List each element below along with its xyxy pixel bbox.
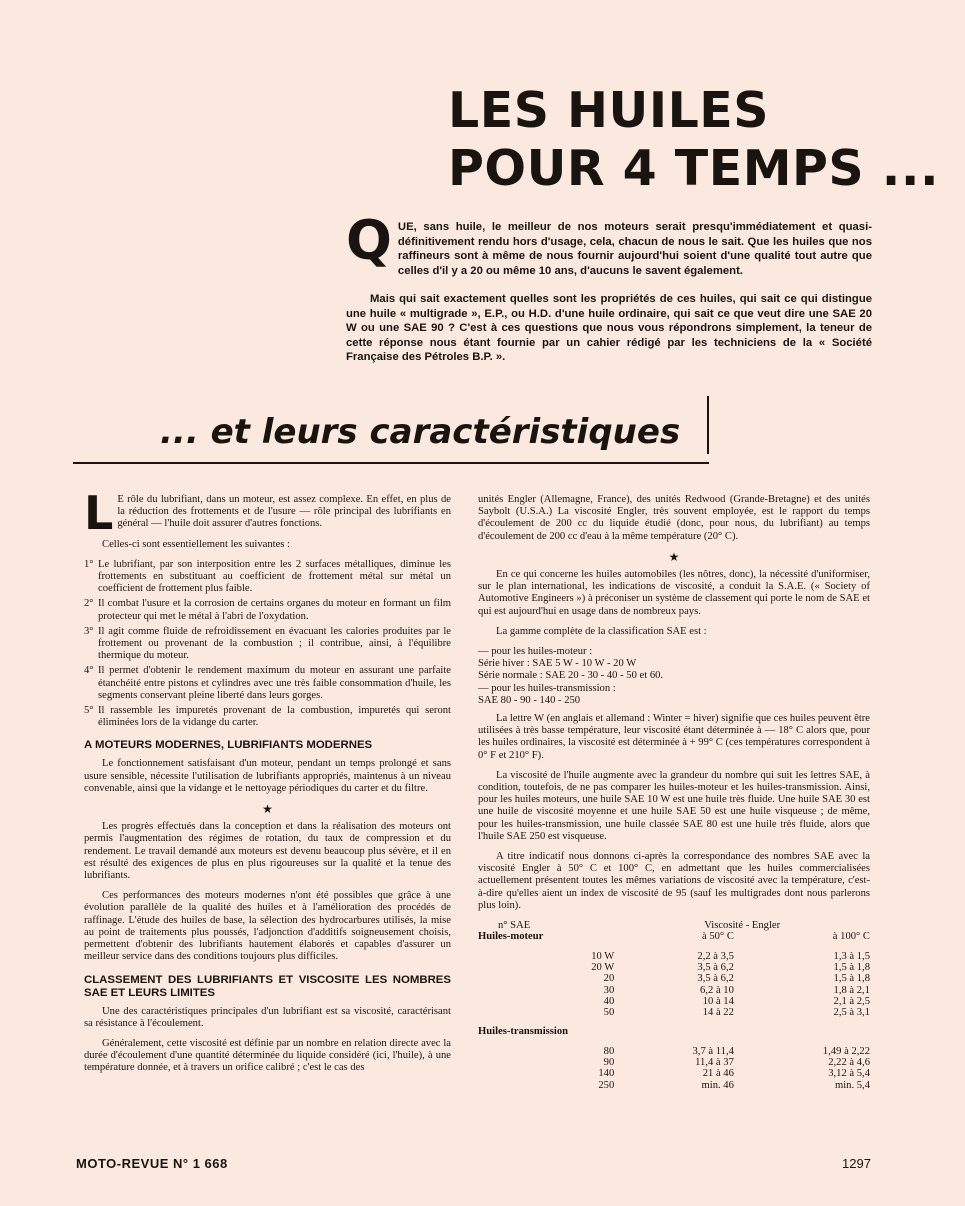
list-item: 4° Il permet d'obtenir le rendement maximum du moteur en assurant une parfaite étanchéité entre pistons et cylindres avec une très faible consommation d'huile, les segments conservant pleine liberté dans leurs gorges. xyxy=(84,665,451,701)
table-header-row xyxy=(478,931,870,942)
article-title xyxy=(448,82,940,198)
viscosity-table xyxy=(478,920,870,1091)
left-paragraph-4: Les progrès effectués dans la conception et dans la réalisation des moteurs ont permis l'augmentation des régimes de rotation, du taux de compression et du rendement. Le travail demandé aux moteurs est devenu beaucoup plus sévère, et il en est résulté des exigences de plus en plus rigoureuses sur la qualité et la tenue des lubrifiants. xyxy=(84,821,451,882)
table-section-row xyxy=(478,1026,870,1037)
table-header-sae: n° SAE xyxy=(498,920,531,932)
table-row: 140 21 à 46 3,12 à 5,4 xyxy=(598,1068,870,1080)
right-paragraph-5: La viscosité de l'huile augmente avec la grandeur du nombre qui suit les lettres SAE, à condition, toutefois, de ne pas comparer les huiles-moteur et les huiles-transmission. Ainsi, pour les huiles moteurs, une huile SAE 10 W est une huile très fluide. Une huile SAE 30 est une huile de viscosité moyenne et une huile SAE 50 est une huile visqueuse ; de même, pour les huiles-transmission, une huile classée SAE 80 est une huile très fluide, alors que l'huile SAE 250 est visqueuse. xyxy=(478,769,870,842)
sae-line: — pour les huiles-moteur : xyxy=(478,646,593,658)
separator-star: ★ xyxy=(668,549,680,564)
function-list xyxy=(84,559,451,730)
sae-range-list xyxy=(478,646,870,707)
table-row: 30 6,2 à 10 1,8 à 2,1 xyxy=(603,984,870,996)
sae-line: SAE 80 - 90 - 140 - 250 xyxy=(478,694,581,706)
table-row: 250 min. 46 min. 5,4 xyxy=(598,1079,870,1091)
left-paragraph-7: Généralement, cette viscosité est définie par un nombre en relation directe avec la durée d'écoulement d'une quantité déterminée du liquide considéré (ici, l'huile), à une température donnée, et à travers un orifice calibré ; c'est le cas des xyxy=(84,1037,451,1074)
title-line-2: POUR 4 TEMPS ... xyxy=(448,140,940,197)
left-paragraph-5: Ces performances des moteurs modernes n'ont été possibles que grâce à une évolution parallèle de la qualité des huiles et à l'amélioration des procédés de raffinage. L'étude des huiles de base, la sélection des hydrocarbures utilisés, la mise au point de traitements plus poussés, l'adjonction d'additifs soigneusement choisis, permettent d'obtenir des lubrifiants hautement élaborés et capables d'assurer un meilleur service dans des conditions toujours plus difficiles. xyxy=(84,890,451,963)
table-row: 20 3,5 à 6,2 1,5 à 1,8 xyxy=(603,973,870,985)
page-number: 1297 xyxy=(842,1156,871,1171)
drop-cap-q: Q xyxy=(346,209,392,272)
left-column xyxy=(84,486,451,1083)
drop-cap-l: L xyxy=(84,486,114,540)
sae-line: Série hiver : SAE 5 W - 10 W - 20 W xyxy=(478,658,637,670)
right-paragraph-2: En ce qui concerne les huiles automobiles (les nôtres, donc), la nécessité d'uniformiser, sur le plan international, les indications de viscosité, a conduit la S.A.E. (« Society of Automotive Engineers ») à préconiser un système de classement qui porte le nom de SAE et qui est aujourd'hui en usage dans de nombreux pays. xyxy=(478,569,870,617)
list-item: 1° Le lubrifiant, par son interposition entre les 2 surfaces métalliques, diminue les frottements en substituant au coefficient de frottement métal sur métal un coefficient de frottement plus faible. xyxy=(84,558,451,595)
intro-paragraph-1: QUE, sans huile, le meilleur de nos moteurs serait presqu'immédiatement et quasi-définitivement rendu hors d'usage, cela, chacun de nous le sait. Que les huiles que nos raffineurs sont à même de nous fournir aujourd'hui soient d'une qualité tout autre que celles d'il y a 20 ou même 10 ans, d'aucuns le savent également. xyxy=(346,209,872,277)
section-heading-classement: CLASSEMENT DES LUBRIFIANTS ET VISCOSITE LES NOMBRES SAE ET LEURS LIMITES xyxy=(84,973,451,999)
left-paragraph-3: Le fonctionnement satisfaisant d'un moteur, pendant un temps prolongé et sans usure sensible, nécessite l'utilisation de lubrifiants appropriés, maintenus à un niveau convenable, ainsi que la vidange et le nettoyage périodiques du carter et du filtre. xyxy=(84,758,451,794)
horizontal-rule xyxy=(73,462,709,464)
right-paragraph-6: A titre indicatif nous donnons ci-après la correspondance des nombres SAE avec la viscosité Engler à 50° C et 100° C, en admettant que les huiles commercialisées actuellement présentent toutes les mêmes variations de viscosité avec la température, c'est-à-dire qu'elles aient un index de viscosité de 95 (sauf les multigrades dont nous parlerons plus loin). xyxy=(478,851,870,911)
table-row: 20 W 3,5 à 6,2 1,5 à 1,8 xyxy=(591,961,870,973)
list-item: 2° Il combat l'usure et la corrosion de certains organes du moteur en formant un film protecteur qui met le métal à l'abri de l'oxydation. xyxy=(84,598,451,622)
table-row: 80 3,7 à 11,4 1,49 à 2,22 xyxy=(603,1045,870,1057)
separator-star: ★ xyxy=(262,802,273,817)
list-item: 5° Il rassemble les impuretés provenant de la combustion, impuretés qui seront éliminées lors de la vidange du carter. xyxy=(84,705,451,729)
left-paragraph-2: Celles-ci sont essentiellement les suivantes : xyxy=(102,538,290,550)
table-section-transmission: Huiles-transmission xyxy=(478,1026,569,1038)
intro-block xyxy=(346,209,872,379)
list-item: 3° Il agit comme fluide de refroidissement en évacuant les calories produites par le frottement ou provenant de la combustion ; il contribue, ainsi, à l'équilibre thermique du moteur. xyxy=(84,625,451,662)
right-column xyxy=(478,494,870,1091)
title-line-1: LES HUILES xyxy=(448,82,770,139)
magazine-issue: MOTO-REVUE N° 1 668 xyxy=(76,1156,228,1171)
right-paragraph-4: La lettre W (en anglais et allemand : Winter = hiver) signifie que ces huiles peuvent être utilisées à très basse température, leur viscosité étant déterminée à — 18° C alors que, pour les huiles ordinaires, la viscosité est déterminée à + 99° C (ces températures correspondent à 0° F et 210° F). xyxy=(478,713,870,761)
table-header-engler: Viscosité - Engler xyxy=(704,920,781,932)
table-row: 90 11,4 à 37 2,22 à 4,6 xyxy=(603,1057,870,1069)
section-heading-modern: A MOTEURS MODERNES, LUBRIFIANTS MODERNES xyxy=(84,739,373,752)
sae-line: Série normale : SAE 20 - 30 - 40 - 50 et 60. xyxy=(478,670,664,682)
subtitle-divider xyxy=(707,396,709,454)
left-paragraph-1: L E rôle du lubrifiant, dans un moteur, est assez complexe. En effet, en plus de la réduction des frottements et de l'usure — rôle principal des lubrifiants en général — l'huile doit assurer d'autres fonctions. xyxy=(84,486,451,540)
table-row: 10 W 2,2 à 3,5 1,3 à 1,5 xyxy=(591,950,870,962)
table-header-100c: à 100° C xyxy=(832,931,870,943)
right-paragraph-1: unités Engler (Allemagne, France), des unités Redwood (Grande-Bretagne) et des unités Saybolt (U.S.A.) La viscosité Engler, très souvent employée, est le rapport du temps d'écoulement de 200 cc du liquide étudié (donc, pour nous, du lubrifiant) au temps d'écoulement de 200 cc d'eau à la même température (20° C). xyxy=(478,494,870,542)
table-header-row xyxy=(478,920,870,931)
intro-paragraph-2: Mais qui sait exactement quelles sont les propriétés de ces huiles, qui sait ce qui distingue une huile « multigrade », E.P., ou H.D. d'une huile ordinaire, qui sait ce que veut dire une SAE 20 W ou une SAE 90 ? C'est à ces questions que nous vous répondrons simplement, la teneur de cette réponse nous étant fournie par un cahier rédigé par les techniciens de la « Société Française des Pétroles B.P. ». xyxy=(346,293,872,363)
table-header-50c: à 50° C xyxy=(701,931,734,943)
left-paragraph-6: Une des caractéristiques principales d'un lubrifiant est sa viscosité, caractérisant sa résistance à l'écoulement. xyxy=(84,1005,451,1029)
table-row: 40 10 à 14 2,1 à 2,5 xyxy=(603,995,870,1007)
table-row: 50 14 à 22 2,5 à 3,1 xyxy=(603,1007,870,1019)
article-subtitle: ... et leurs caractéristiques xyxy=(160,412,681,452)
table-section-moteur: Huiles-moteur xyxy=(478,931,544,943)
right-paragraph-3: La gamme complète de la classification SAE est : xyxy=(496,625,707,637)
sae-line: — pour les huiles-transmission : xyxy=(478,682,616,694)
